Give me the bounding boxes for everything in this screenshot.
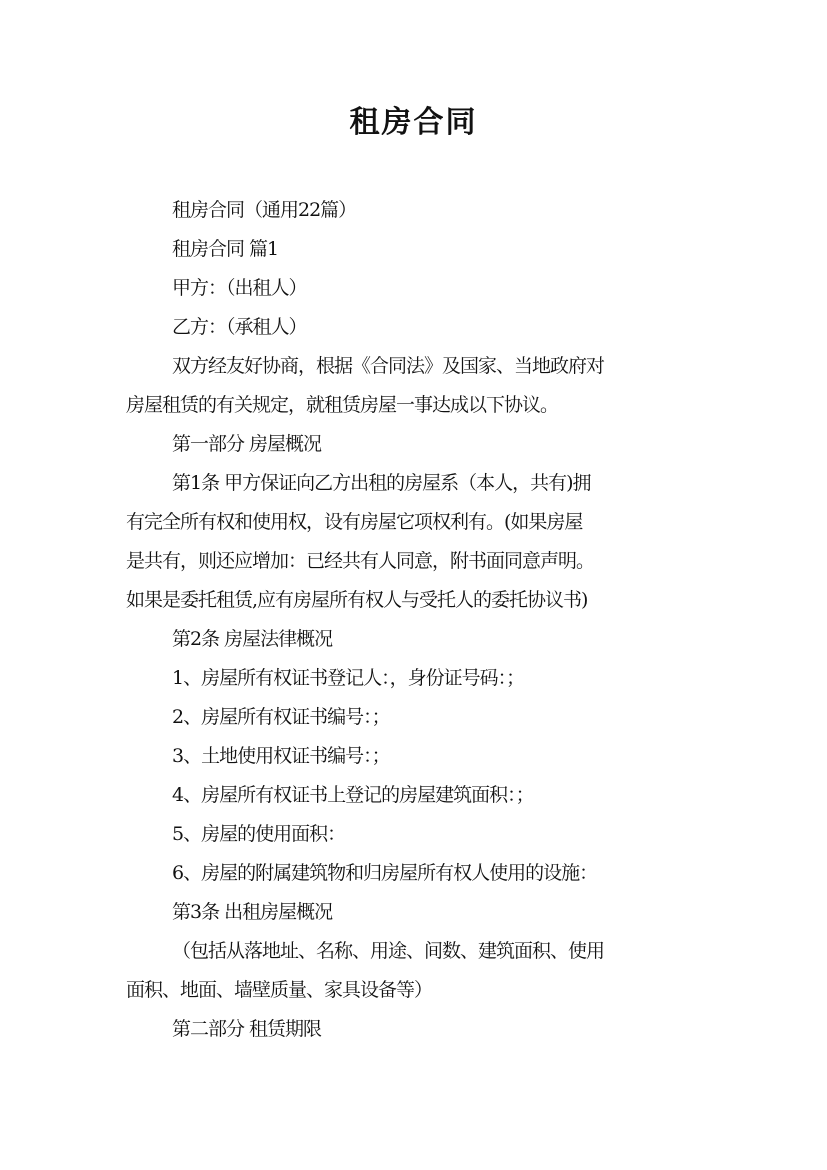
section-heading: 第一部分 房屋概况 — [172, 433, 322, 455]
paragraph-line: 租房合同（通用22篇） — [172, 199, 357, 221]
paragraph-line: 第1条 甲方保证向乙方出租的房屋系（本人，共有)拥 — [172, 472, 591, 494]
paragraph-line: 乙方：（承租人） — [172, 316, 307, 338]
list-item: 6、房屋的附属建筑物和归房屋所有权人使用的设施： — [172, 862, 598, 884]
list-item: 4、房屋所有权证书上登记的房屋建筑面积：； — [172, 784, 534, 806]
list-item: 1、房屋所有权证书登记人：，身份证号码：； — [172, 667, 525, 689]
paragraph-line: 如果是委托租赁,应有房屋所有权人与受托人的委托协议书) — [126, 589, 588, 611]
list-item: 3、土地使用权证书编号：； — [172, 745, 390, 767]
paragraph-line: 有完全所有权和使用权，设有房屋它项权利有。(如果房屋 — [126, 511, 583, 533]
paragraph-line: 房屋租赁的有关规定，就租赁房屋一事达成以下协议。 — [126, 394, 559, 416]
document-title: 租房合同 — [349, 105, 478, 140]
list-item: 5、房屋的使用面积： — [172, 823, 346, 845]
section-heading: 第二部分 租赁期限 — [172, 1018, 322, 1040]
paragraph-line: （包括从落地址、名称、用途、间数、建筑面积、使用 — [172, 940, 605, 962]
document-body — [126, 191, 716, 1049]
list-item: 2、房屋所有权证书编号：； — [172, 706, 390, 728]
paragraph-line: 甲方：（出租人） — [172, 277, 307, 299]
section-heading: 第2条 房屋法律概况 — [172, 628, 333, 650]
paragraph-line: 面积、地面、墙壁质量、家具设备等） — [126, 979, 433, 1001]
paragraph-line: 是共有，则还应增加：已经共有人同意，附书面同意声明。 — [126, 550, 595, 572]
paragraph-line: 租房合同 篇1 — [172, 238, 279, 260]
paragraph-line: 双方经友好协商，根据《合同法》及国家、当地政府对 — [172, 355, 605, 377]
section-heading: 第3条 出租房屋概况 — [172, 901, 333, 923]
